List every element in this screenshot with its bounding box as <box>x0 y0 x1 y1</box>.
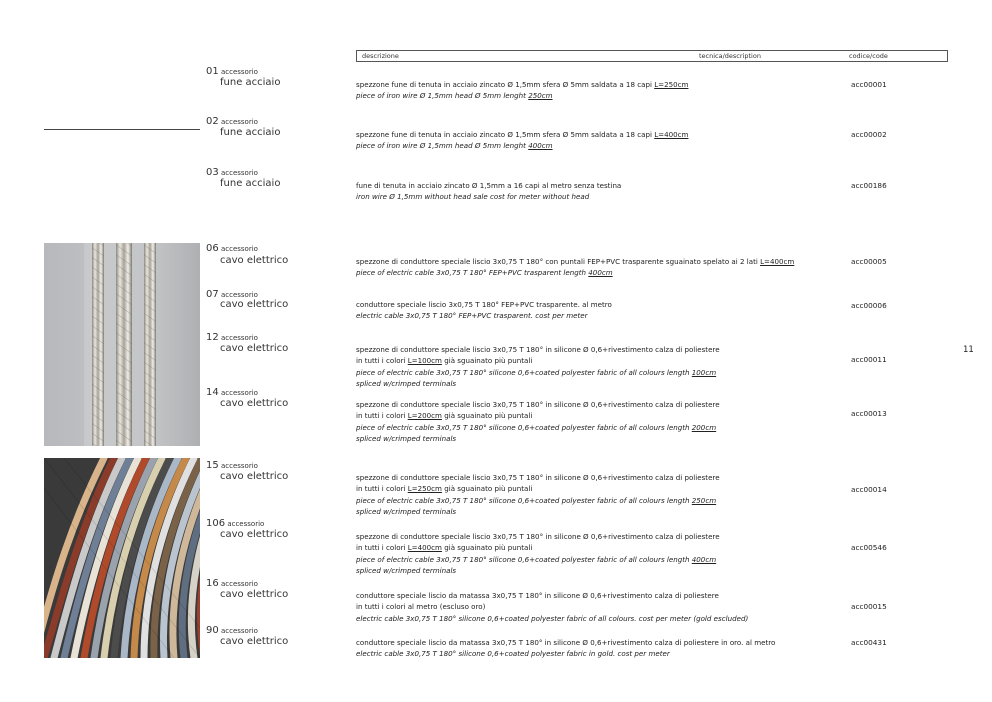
item-number <box>206 167 258 178</box>
description-line-english: spliced w/crimped terminals <box>356 506 457 516</box>
item-description <box>356 472 720 517</box>
description-line-english: electric cable 3x0,75 T 180° silicone 0,6+coated polyester fabric in gold. cost per meter <box>356 649 670 659</box>
table-header <box>356 50 948 62</box>
item-kind: accessorio <box>225 520 265 528</box>
item-code: acc00001 <box>851 80 887 89</box>
item-title: cavo elettrico <box>220 398 289 409</box>
description-line-english: electric cable 3x0,75 T 180° FEP+PVC trasparent. cost per meter <box>356 311 588 321</box>
divider-rule <box>44 129 200 130</box>
item-code: acc00186 <box>851 181 887 190</box>
item-title: fune acciaio <box>220 178 281 189</box>
item-title: fune acciaio <box>220 77 281 88</box>
item-number <box>206 66 258 77</box>
description-line-english: electric cable 3x0,75 T 180° silicone 0,6+coated polyester fabric of all colours. cost per meter (gold escluded) <box>356 613 749 623</box>
description-line-italian: conduttore speciale liscio da matassa 3x0,75 T 180° in silicone Ø 0,6+rivestimento calza di poliestere <box>356 591 719 600</box>
item-description <box>356 79 688 102</box>
coloured-cables-photo <box>44 458 200 658</box>
item-description <box>356 180 621 203</box>
description-line-english: iron wire Ø 1,5mm without head sale cost for meter without head <box>356 192 590 202</box>
item-kind: accessorio <box>218 245 258 253</box>
description-line-english: piece of electric cable 3x0,75 T 180° silicone 0,6+coated polyester fabric of all colours length 100cm <box>356 367 717 377</box>
description-line-english: piece of iron wire Ø 1,5mm head Ø 5mm lenght 250cm <box>356 91 553 101</box>
description-line-italian: spezzone di conduttore speciale liscio 3x0,75 T 180° in silicone Ø 0,6+rivestimento calza di poliestere <box>356 473 720 482</box>
item-kind: accessorio <box>218 118 258 126</box>
item-kind: accessorio <box>218 169 258 177</box>
description-line-english: piece of electric cable 3x0,75 T 180° silicone 0,6+coated polyester fabric of all colours length 250cm <box>356 495 717 505</box>
item-number-value: 01 <box>206 66 219 77</box>
item-number <box>206 578 258 589</box>
description-line-english: spliced w/crimped terminals <box>356 378 457 388</box>
item-description <box>356 637 775 660</box>
item-code: acc00546 <box>851 543 887 552</box>
item-number-value: 03 <box>206 167 219 178</box>
item-kind: accessorio <box>218 462 258 470</box>
description-line-english: piece of iron wire Ø 1,5mm head Ø 5mm lenght 400cm <box>356 141 553 151</box>
description-line-italian: spezzone fune di tenuta in acciaio zincato Ø 1,5mm sfera Ø 5mm saldata a 18 capi L=250cm <box>356 80 689 89</box>
description-line-italian: spezzone di conduttore speciale liscio 3x0,75 T 180° con puntali FEP+PVC trasparente sguainato spelato ai 2 lati L=400cm <box>356 257 795 266</box>
description-line-italian: spezzone di conduttore speciale liscio 3x0,75 T 180° in silicone Ø 0,6+rivestimento calza di poliestere <box>356 345 720 354</box>
item-number-value: 12 <box>206 332 219 343</box>
item-code: acc00011 <box>851 355 887 364</box>
item-title: fune acciaio <box>220 127 281 138</box>
item-number-value: 90 <box>206 625 219 636</box>
item-title: cavo elettrico <box>220 636 289 647</box>
description-line-italian: in tutti i colori L=200cm già sguainato più puntali <box>356 411 533 421</box>
item-title: cavo elettrico <box>220 343 289 354</box>
item-number <box>206 116 258 127</box>
description-line-italian: spezzone di conduttore speciale liscio 3x0,75 T 180° in silicone Ø 0,6+rivestimento calza di poliestere <box>356 400 720 409</box>
item-description <box>356 344 720 389</box>
description-line-italian: spezzone di conduttore speciale liscio 3x0,75 T 180° in silicone Ø 0,6+rivestimento calza di poliestere <box>356 532 720 541</box>
iron-wire-photo <box>44 243 200 446</box>
description-line-italian: fune di tenuta in acciaio zincato Ø 1,5mm a 16 capi al metro senza testina <box>356 181 622 190</box>
item-kind: accessorio <box>218 291 258 299</box>
item-code: acc00014 <box>851 485 887 494</box>
header-codice: codice/code <box>849 52 888 60</box>
page-number: 11 <box>963 345 974 355</box>
item-code: acc00015 <box>851 602 887 611</box>
item-description <box>356 399 720 444</box>
item-number-value: 106 <box>206 518 226 529</box>
item-code: acc00005 <box>851 257 887 266</box>
item-title: cavo elettrico <box>220 255 289 266</box>
description-line-italian: spezzone fune di tenuta in acciaio zincato Ø 1,5mm sfera Ø 5mm saldata a 18 capi L=400cm <box>356 130 689 139</box>
item-description <box>356 129 688 152</box>
item-description <box>356 590 748 624</box>
item-number-value: 15 <box>206 460 219 471</box>
description-line-italian: in tutti i colori L=400cm già sguainato più puntali <box>356 543 533 553</box>
item-number <box>206 387 258 398</box>
description-line-italian: conduttore speciale liscio 3x0,75 T 180° FEP+PVC trasparente. al metro <box>356 300 612 309</box>
item-description <box>356 256 794 279</box>
item-kind: accessorio <box>218 627 258 635</box>
header-descrizione: descrizione <box>362 52 399 60</box>
description-line-english: piece of electric cable 3x0,75 T 180° FEP+PVC trasparent length 400cm <box>356 268 613 278</box>
item-number <box>206 243 258 254</box>
item-title: cavo elettrico <box>220 299 289 310</box>
description-line-english: piece of electric cable 3x0,75 T 180° silicone 0,6+coated polyester fabric of all colours length 200cm <box>356 422 717 432</box>
item-code: acc00006 <box>851 301 887 310</box>
item-number-value: 02 <box>206 116 219 127</box>
item-number-value: 16 <box>206 578 219 589</box>
description-line-italian: in tutti i colori L=100cm già sguainato più puntali <box>356 356 533 366</box>
item-kind: accessorio <box>218 389 258 397</box>
item-number <box>206 518 264 529</box>
item-code: acc00431 <box>851 638 887 647</box>
item-description <box>356 531 720 576</box>
description-line-italian: in tutti i colori L=250cm già sguainato più puntali <box>356 484 533 494</box>
item-number <box>206 625 258 636</box>
item-description <box>356 299 612 322</box>
item-number-value: 07 <box>206 289 219 300</box>
description-line-italian: in tutti i colori al metro (escluso oro) <box>356 602 486 612</box>
item-number-value: 06 <box>206 243 219 254</box>
item-code: acc00013 <box>851 409 887 418</box>
description-line-italian: conduttore speciale liscio da matassa 3x0,75 T 180° in silicone Ø 0,6+rivestimento calza di poliestere in oro. al metro <box>356 638 776 647</box>
item-kind: accessorio <box>218 334 258 342</box>
item-title: cavo elettrico <box>220 529 289 540</box>
item-number <box>206 460 258 471</box>
item-title: cavo elettrico <box>220 471 289 482</box>
description-line-english: spliced w/crimped terminals <box>356 433 457 443</box>
item-title: cavo elettrico <box>220 589 289 600</box>
item-number-value: 14 <box>206 387 219 398</box>
description-line-english: piece of electric cable 3x0,75 T 180° silicone 0,6+coated polyester fabric of all colours length 400cm <box>356 554 717 564</box>
item-number <box>206 332 258 343</box>
description-line-english: spliced w/crimped terminals <box>356 565 457 575</box>
item-kind: accessorio <box>218 580 258 588</box>
item-code: acc00002 <box>851 130 887 139</box>
item-kind: accessorio <box>218 68 258 76</box>
header-tecnica: tecnica/description <box>699 52 761 60</box>
